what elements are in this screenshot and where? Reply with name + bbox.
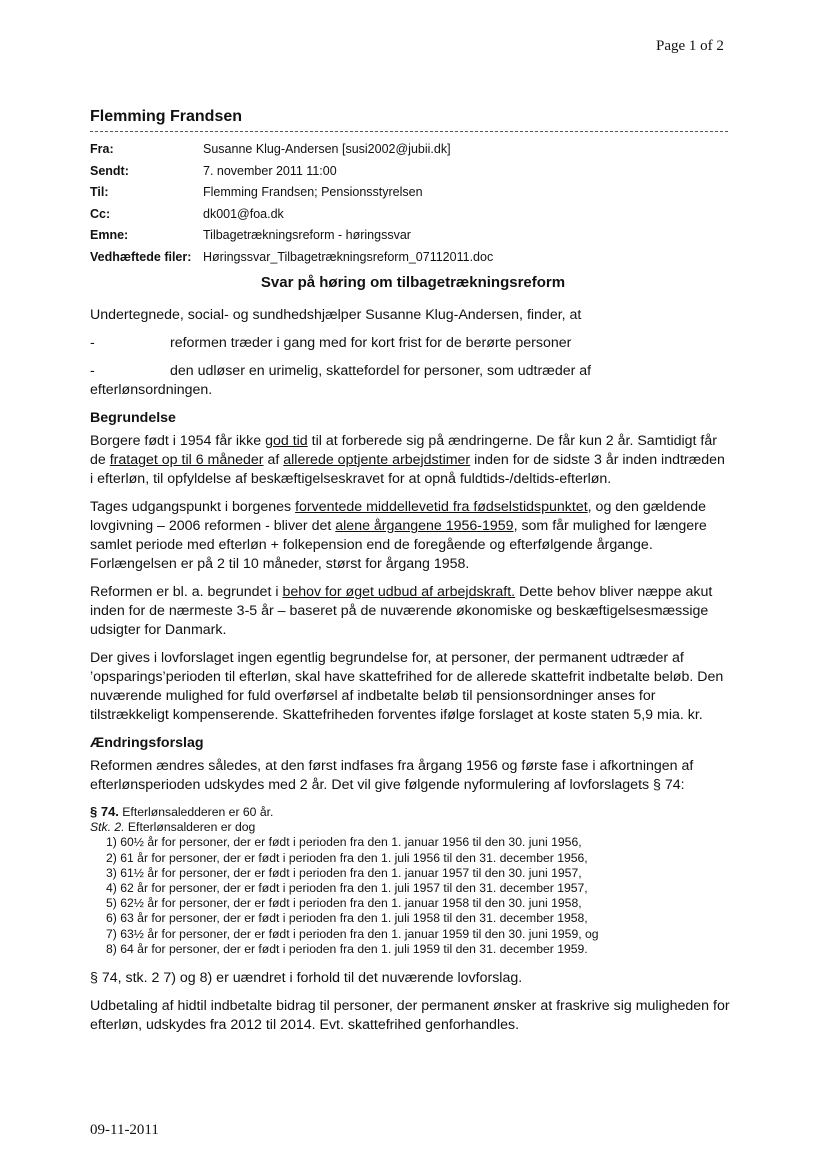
document-body (90, 306, 730, 1044)
email-header-label: Sendt: (90, 163, 129, 178)
text: , som får mulighed for længere samlet periode med efterløn + folkepension end de foregående og efterfølgende årgange. Forlængelsen er på 2 til 10 måneder, størst for årgang 1958. (90, 518, 707, 572)
email-subject-value: Tilbagetrækningsreform - høringssvar (203, 228, 411, 242)
list-item-text-continued: efterlønsordningen. (90, 382, 213, 398)
text: af (263, 452, 284, 468)
paragraph-5: Reformen ændres således, at den først indfases fra årgang 1956 og første fase i afkortningen af efterlønsperioden udskydes med 2 år. Det vil give følgende nyformulering af lovforslagets § 74: (90, 758, 694, 793)
law-stk-line (90, 820, 730, 835)
document-title: Svar på høring om tilbagetrækningsreform (260, 274, 566, 291)
text: til at forberede sig på ændringerne. De får kun 2 år. Samtidigt får de (90, 433, 717, 468)
bullet-dash: - (90, 335, 95, 351)
email-header-label: Emne: (90, 228, 129, 242)
list-item (90, 334, 730, 353)
email-header-label: Cc: (90, 206, 111, 221)
paragraph-2 (90, 498, 730, 574)
attachment-link[interactable]: Høringssvar_Tilbagetrækningsreform_07112011.doc (203, 249, 494, 264)
law-text (90, 804, 730, 957)
text: Tages udgangspunkt i borgenes (90, 499, 296, 515)
section-heading-begrundelse: Begrundelse (90, 410, 176, 426)
bullet-dash: - (90, 363, 95, 379)
list-item (90, 362, 730, 400)
email-header-label: Fra: (90, 142, 114, 156)
text: Borgere født i 1954 får ikke (90, 433, 266, 449)
list-item: 2) 61 år for personer, der er født i perioden fra den 1. juli 1956 til den 31. december 1956, (106, 850, 588, 865)
list-item: 7) 63½ år for personer, der er født i perioden fra den 1. januar 1959 til den 30. juni 1959, og (106, 926, 599, 941)
underlined-text: god tid (265, 433, 308, 449)
intro-paragraph: Undertegnede, social- og sundhedshjælper Susanne Klug-Andersen, finder, at (90, 307, 582, 323)
list-item: 4) 62 år for personer, der er født i perioden fra den 1. juli 1957 til den 31. december 1957, (106, 881, 588, 896)
text: Reformen er bl. a. begrundet i (90, 584, 283, 600)
email-header-label: Til: (90, 185, 109, 199)
underlined-text: behov for øget udbud af arbejdskraft. (282, 584, 516, 600)
law-section-number: § 74. (90, 804, 119, 819)
paragraph-7: Udbetaling af hidtil indbetalte bidrag til personer, der permanent ønsker at fraskrive sig muligheden for efterløn, udskydes fra 2012 til 2014. Evt. skattefrihed genforhandles. (90, 998, 730, 1034)
law-stk-text: Efterlønsalderen er dog (124, 820, 256, 835)
underlined-text: allerede optjente arbejdstimer (283, 452, 471, 468)
sender-name: Flemming Frandsen (90, 108, 243, 125)
underlined-text: alene årgangene 1956-1959 (335, 518, 514, 534)
list-item: 1) 60½ år for personer, der er født i perioden fra den 1. januar 1956 til den 30. juni 1956, (106, 835, 582, 850)
law-section-line (90, 804, 730, 820)
email-from-value: Susanne Klug-Andersen [susi2002@jubii.dk] (203, 142, 451, 156)
paragraph-6: § 74, stk. 2 7) og 8) er uændret i forhold til det nuværende lovforslag. (90, 970, 523, 987)
email-header-label: Vedhæftede filer: (90, 249, 192, 264)
text: , og den gældende lovgivning – 2006 reformen - bliver det (90, 499, 707, 534)
list-item-text: den udløser en urimelig, skattefordel for personer, som udtræder af (170, 363, 592, 379)
list-item: 8) 64 år for personer, der er født i perioden fra den 1. juli 1959 til den 31. december 1959. (106, 941, 588, 956)
page-number: Page 1 of 2 (656, 38, 724, 54)
paragraph-4: Der gives i lovforslaget ingen egentlig begrundelse for, at personer, der permanent udtræder af ’opsparings’perioden til efterløn, skal have skattefrihed for de allerede skattefrit indbetalte beløb. Den nuværende mulighed for fuld overførsel af indbetalte beløb til pensionsordninger anses for tilstrækkeligt kompenserende. Skattefriheden forventes ifølge forslaget at koste staten 5,9 mia. kr. (90, 650, 724, 723)
email-cc-value: dk001@foa.dk (203, 206, 284, 221)
law-stk-number: Stk. 2. (90, 820, 125, 835)
underlined-text: forventede middellevetid fra fødselstidspunktet (295, 499, 588, 515)
list-item: 6) 63 år for personer, der er født i perioden fra den 1. juli 1958 til den 31. december 1958, (106, 911, 588, 926)
law-item-list (90, 835, 730, 957)
list-item: 5) 62½ år for personer, der er født i perioden fra den 1. januar 1958 til den 30. juni 1958, (106, 896, 582, 911)
email-to-value: Flemming Frandsen; Pensionsstyrelsen (203, 185, 423, 199)
paragraph-3 (90, 583, 730, 640)
footer-date: 09-11-2011 (90, 1122, 159, 1138)
list-item-text: reformen træder i gang med for kort frist for de berørte personer (170, 335, 572, 351)
text: Dette behov bliver næppe akut inden for de nærmeste 3-5 år – baseret på de nuværende økonomiske og beskæftigelsesmæssige udsigter for Danmark. (90, 584, 713, 638)
underlined-text: frataget op til 6 måneder (109, 452, 264, 468)
paragraph-1 (90, 432, 730, 489)
law-section-text: Efterlønsaledderen er 60 år. (118, 805, 274, 819)
list-item: 3) 61½ år for personer, der er født i perioden fra den 1. januar 1957 til den 30. juni 1957, (106, 865, 582, 880)
email-sent-value: 7. november 2011 11:00 (203, 163, 337, 178)
header-divider (90, 131, 728, 132)
section-heading-aendringsforslag: Ændringsforslag (90, 735, 204, 751)
text: inden for de sidste 3 år inden indtræden i efterløn, til opfyldelse af beskæftigelseskravet for at opnå fuldtids-/deltids-efterløn. (90, 452, 725, 487)
